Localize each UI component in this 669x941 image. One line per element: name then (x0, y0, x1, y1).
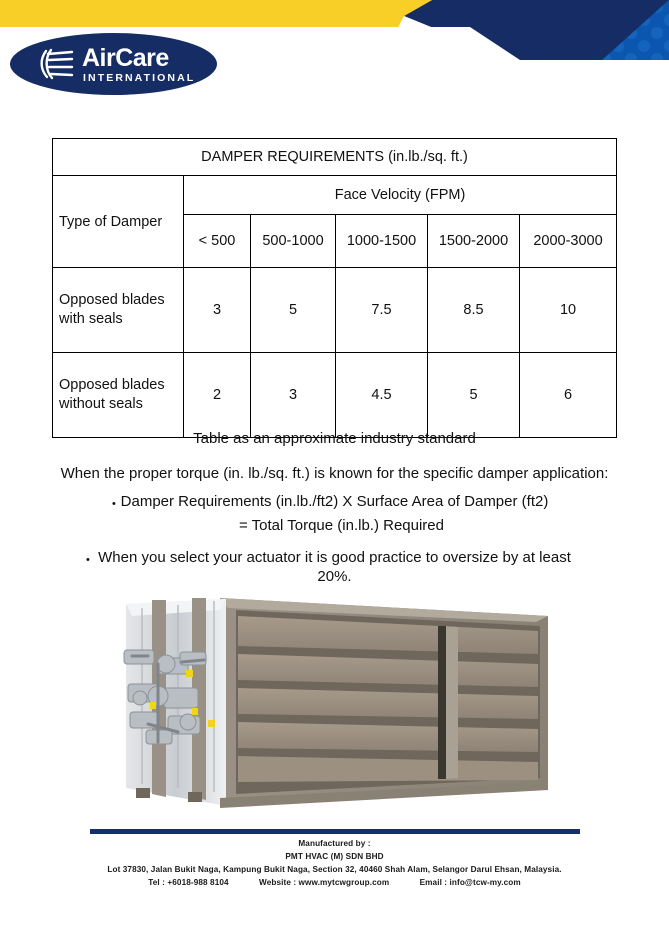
footer-tel: Tel : +6018-988 8104 (148, 877, 229, 887)
table-title: DAMPER REQUIREMENTS (in.lb./sq. ft.) (53, 139, 617, 176)
table-row (53, 268, 617, 353)
bullet-icon: • (112, 498, 116, 510)
formula-result: = Total Torque (in.lb.) Required (239, 517, 444, 535)
table-cell: 3 (251, 353, 336, 438)
table-header-range: 1500-2000 (428, 215, 520, 268)
footer-company: PMT HVAC (M) SDN BHD (285, 851, 384, 861)
list-item-label: Damper Requirements (in.lb./ft2) X Surface Area of Damper (ft2) (120, 493, 549, 510)
table-header-range: 500-1000 (251, 215, 336, 268)
table-cell: 7.5 (336, 268, 428, 353)
table-row (53, 353, 617, 438)
table-cell: 6 (520, 353, 617, 438)
footer-manufactured-by: Manufactured by : (298, 839, 371, 848)
table-header-range: 2000-3000 (520, 215, 617, 268)
table-header-type: Type of Damper (53, 176, 184, 268)
table-title-row (53, 139, 617, 176)
damper-requirements-table (52, 138, 617, 438)
footer-contact (0, 877, 669, 890)
footer-divider (90, 829, 580, 834)
intro-text: When the proper torque (in. lb./sq. ft.) is known for the specific damper application: (60, 465, 609, 482)
calculation-steps (0, 492, 669, 587)
logo-subtitle: INTERNATIONAL (83, 71, 196, 84)
list-item (0, 492, 669, 511)
list-item (0, 548, 669, 586)
table-header-range: < 500 (184, 215, 251, 268)
aircare-logo (10, 33, 217, 95)
table-row-label: Opposed blades without seals (53, 353, 184, 438)
table-header-range: 1000-1500 (336, 215, 428, 268)
footer (0, 838, 669, 890)
logo-name: AirCare (82, 43, 169, 72)
table-cell: 5 (428, 353, 520, 438)
table-cell: 5 (251, 268, 336, 353)
footer-email[interactable]: Email : info@tcw-my.com (419, 877, 521, 887)
table-row-label: Opposed blades with seals (53, 268, 184, 353)
damper-product-photo (108, 592, 554, 824)
table-caption: Table as an approximate industry standard (193, 430, 476, 447)
table-cell: 8.5 (428, 268, 520, 353)
table-cell: 10 (520, 268, 617, 353)
bullet-icon: • (86, 554, 90, 567)
table-header-face-velocity: Face Velocity (FPM) (184, 176, 617, 215)
footer-address: Lot 37830, Jalan Bukit Naga, Kampung Bukit Naga, Section 32, 40460 Shah Alam, Selangor Darul Ehsan, Malaysia. (107, 864, 562, 874)
table-cell: 4.5 (336, 353, 428, 438)
table-cell: 2 (184, 353, 251, 438)
airflow-swirl-icon (39, 43, 77, 88)
list-item-label: When you select your actuator it is good practice to oversize by at least 20%. (98, 549, 571, 586)
logo-text-block (82, 43, 196, 84)
table-group-row (53, 176, 617, 215)
table-cell: 3 (184, 268, 251, 353)
footer-website[interactable]: Website : www.mytcwgroup.com (259, 877, 390, 887)
